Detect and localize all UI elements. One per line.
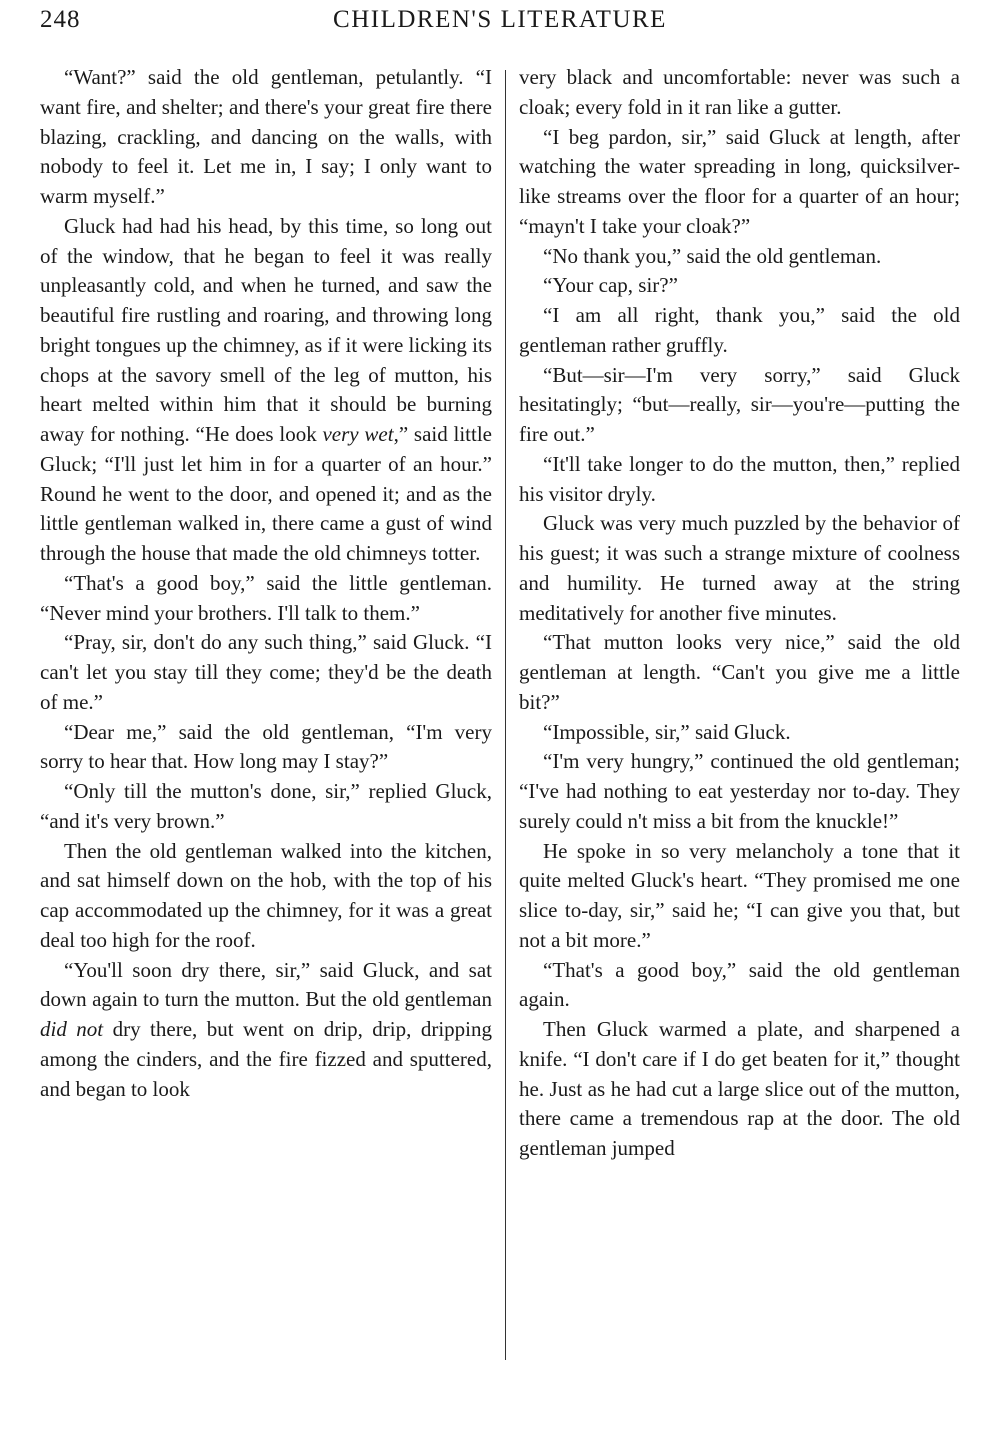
paragraph: He spoke in so very melancholy a tone that it quite melted Gluck's heart. “They promised me one slice to-day, sir,” said he; “I can give you that, but not a bit more.” [519,838,960,952]
right-column [519,63,960,1164]
paragraph: “You'll soon dry there, sir,” said Gluck, and sat down again to turn the mutton. But the old gentleman did not dry there, but went on drip, drip, dripping among the cinders, and the fire fizzed and sputtered, and began to look [40,957,493,1101]
emphasis: did not [40,1017,104,1041]
column-divider [505,70,506,1360]
paragraph: “That's a good boy,” said the old gentleman again. [519,957,960,1012]
paragraph: “Your cap, sir?” [543,273,678,298]
paragraph-continued: very black and uncomfortable: never was such a cloak; every fold in it ran like a gutter. [519,65,960,119]
paragraph: “Impossible, sir,” said Gluck. [543,719,791,744]
paragraph: “That's a good boy,” said the little gentleman. “Never mind your brothers. I'll talk to them.” [40,570,492,625]
paragraph: Gluck had had his head, by this time, so long out of the window, that he began to feel it was really unpleasantly cold, and when he turned, and saw the beautiful fire rustling and roaring, and throwing long bright tongues up the chimney, as if it were licking its chops at the savory smell of the leg of mutton, his heart melted within him that it should be burning away for nothing. “He does look very wet,” said little Gluck; “I'll just let him in for a quarter of an hour.” Round he went to the door, and opened it; and as the little gentleman walked in, there came a gust of wind through the house that made the old chimneys totter. [40,213,492,565]
paragraph: “It'll take longer to do the mutton, then,” replied his visitor dryly. [519,451,960,506]
paragraph: “Only till the mutton's done, sir,” replied Gluck, “and it's very brown.” [40,779,492,833]
paragraph: “I'm very hungry,” continued the old gentleman; “I've had nothing to eat yesterday nor to-day. They surely could n't miss a bit from the knuckle!” [519,749,960,833]
paragraph: “But—sir—I'm very sorry,” said Gluck hesitatingly; “but—really, sir—you're—putting the fire out.” [519,362,960,446]
left-column [40,63,492,1104]
paragraph: “I am all right, thank you,” said the old gentleman rather gruffly. [519,303,960,357]
paragraph: “I beg pardon, sir,” said Gluck at length, after watching the water spreading in long, quicksilver-like streams over the floor for a quarter of an hour; “mayn't I take your cloak?” [519,124,960,238]
paragraph: “No thank you,” said the old gentleman. [543,243,882,268]
paragraph: “Want?” said the old gentleman, petulantly. “I want fire, and shelter; and there's your great fire there blazing, crackling, and dancing on the walls, with nobody to feel it. Let me in, I say; I only want to warm myself.” [40,65,492,208]
running-title: CHILDREN'S LITERATURE [333,6,667,33]
paragraph: Gluck was very much puzzled by the behavior of his guest; it was such a strange mixture of coolness and humility. He turned away at the string meditatively for another five minutes. [519,511,960,625]
page-number: 248 [40,6,81,33]
emphasis: very wet [322,422,394,446]
paragraph: Then the old gentleman walked into the kitchen, and sat himself down on the hob, with the top of his cap accommodated up the chimney, for it was a great deal too high for the roof. [40,838,492,952]
paragraph: “Pray, sir, don't do any such thing,” said Gluck. “I can't let you stay till they come; they'd be the death of me.” [40,630,492,714]
paragraph: Then Gluck warmed a plate, and sharpened a knife. “I don't care if I do get beaten for it,” thought he. Just as he had cut a large slice out of the mutton, there came a tremendous rap at the door. The old gentleman jumped [519,1017,960,1160]
paragraph: “Dear me,” said the old gentleman, “I'm very sorry to hear that. How long may I stay?” [40,719,492,774]
paragraph: “That mutton looks very nice,” said the old gentleman at length. “Can't you give me a little bit?” [519,630,960,714]
